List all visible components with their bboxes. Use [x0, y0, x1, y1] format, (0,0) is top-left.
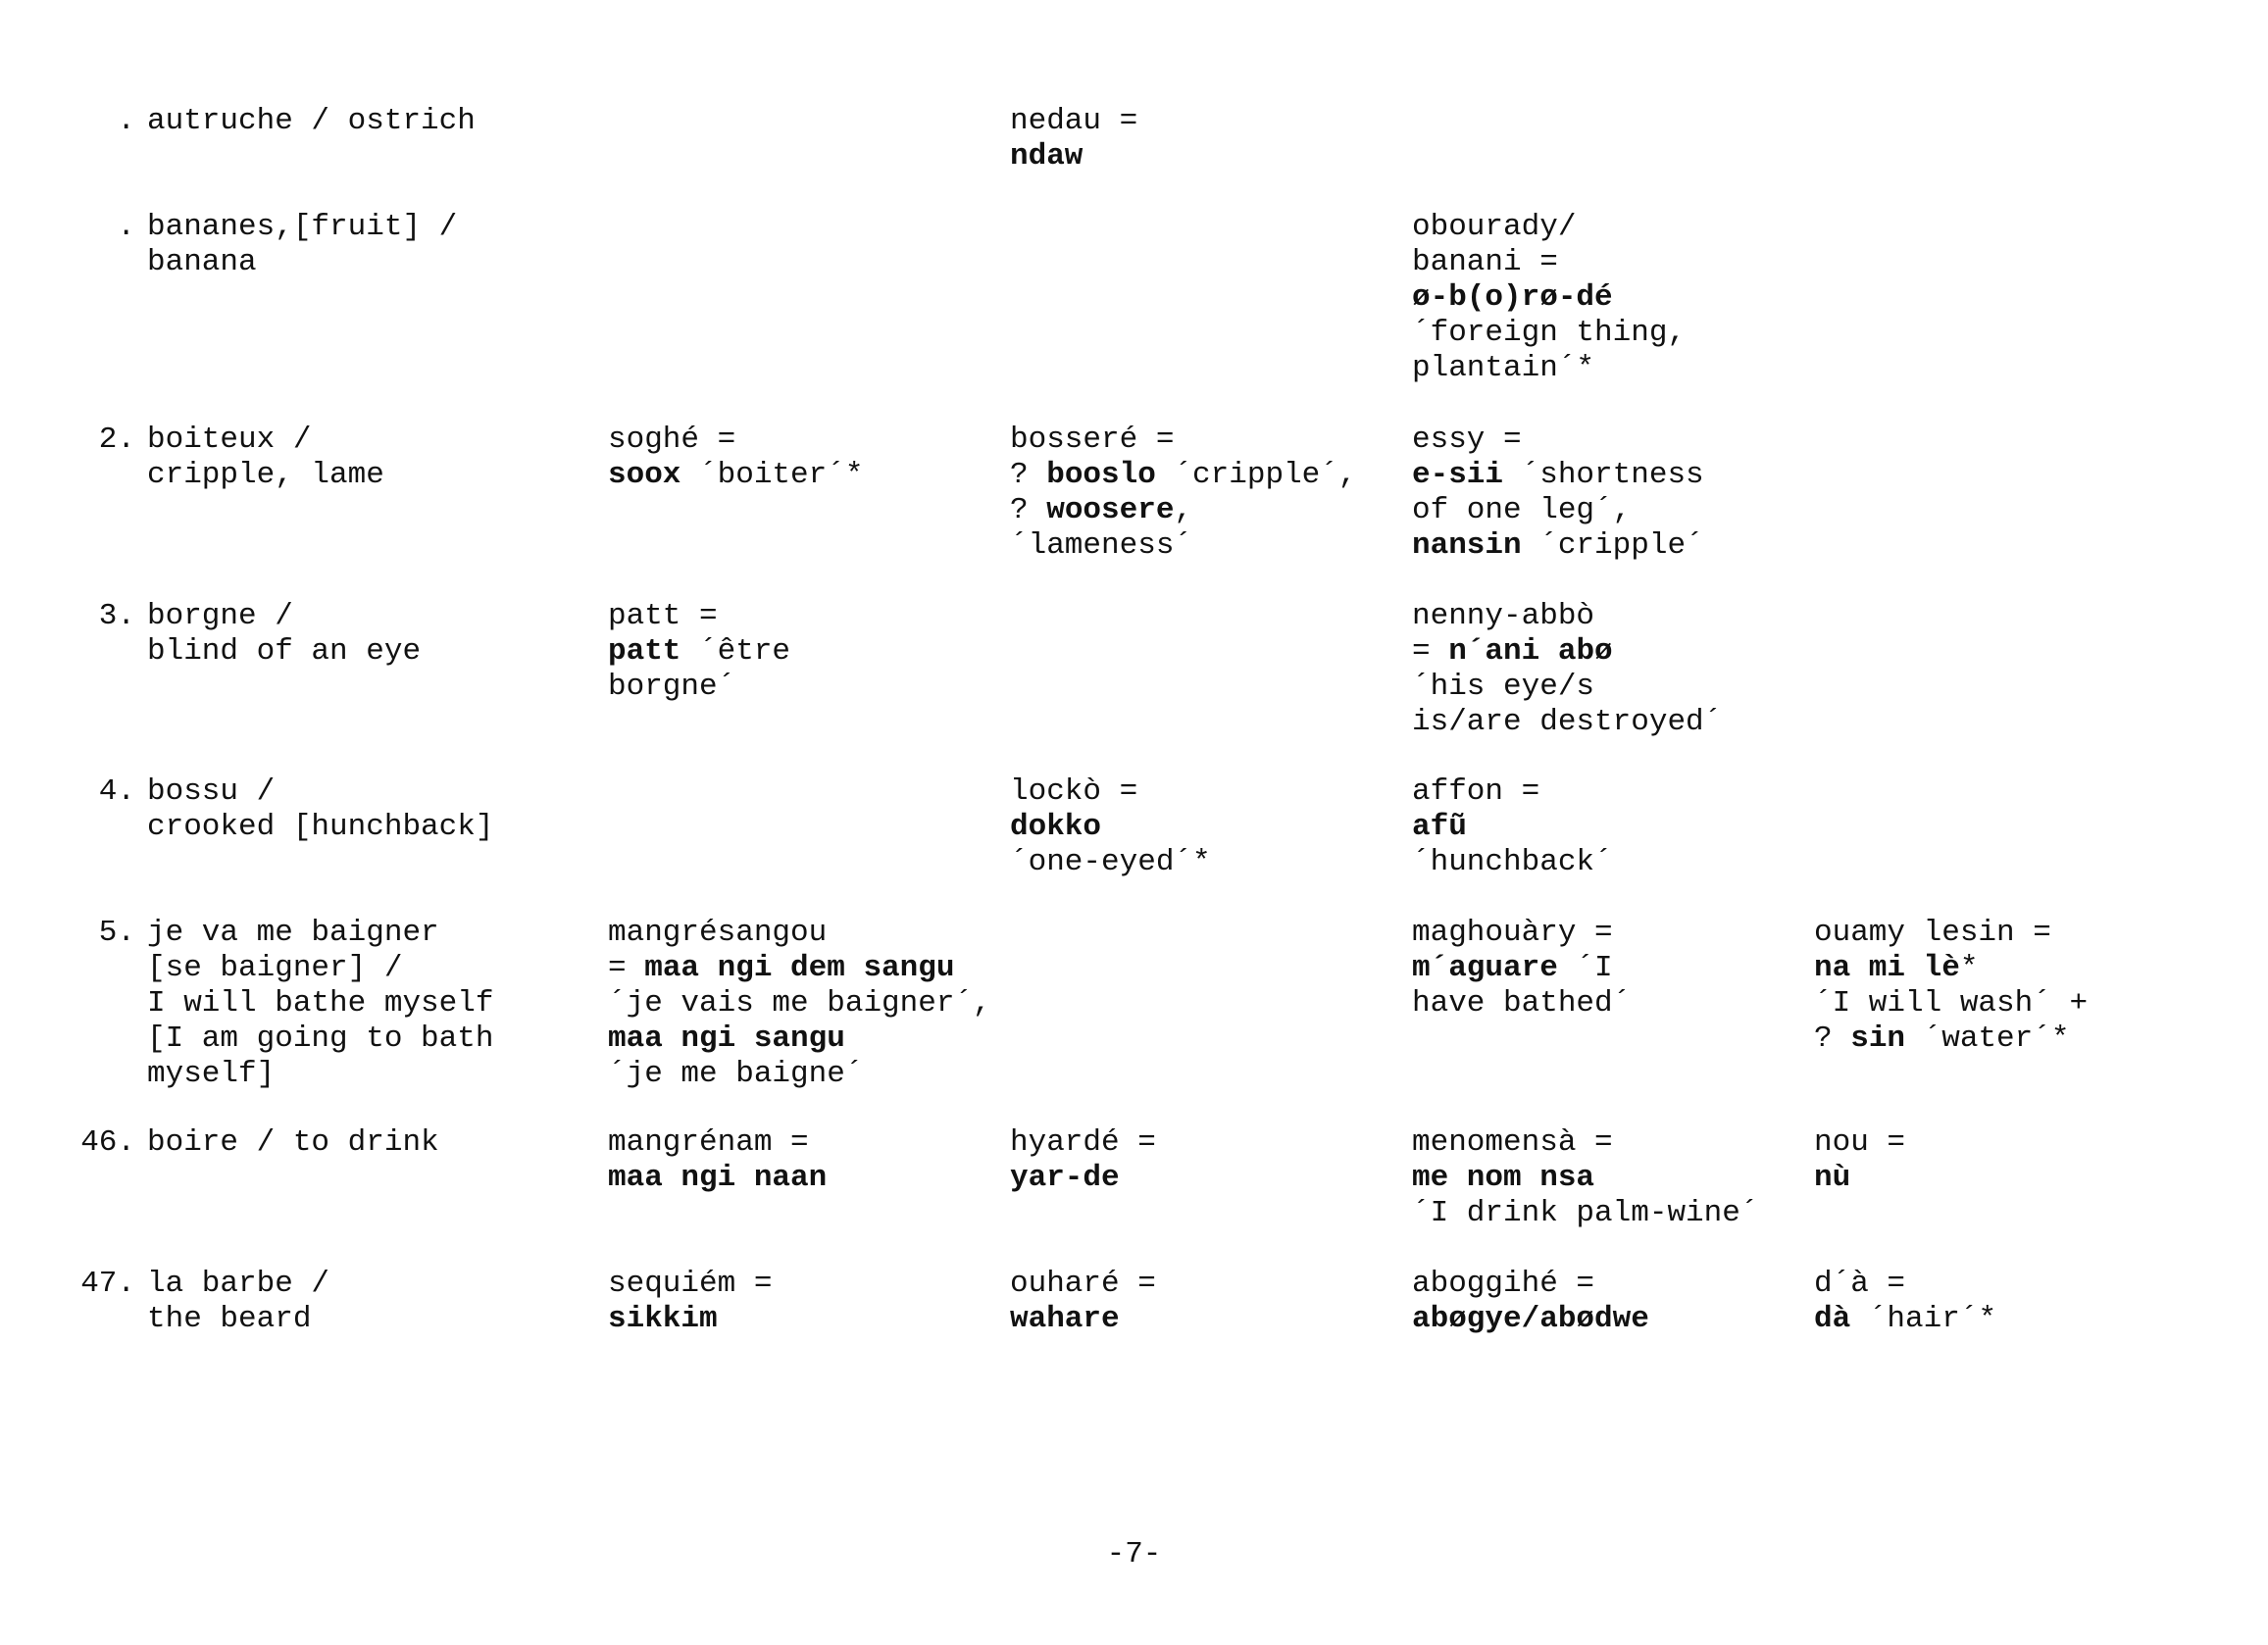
text-line [1412, 916, 1631, 951]
text-line [1412, 634, 1722, 670]
plain-text: nenny-abbò [1412, 599, 1595, 633]
plain-text: ´être [680, 634, 791, 669]
bold-form: me nom nsa [1412, 1161, 1595, 1195]
plain-text: the beard [147, 1302, 312, 1336]
text-line [1010, 774, 1211, 810]
text-line [147, 916, 493, 951]
plain-text: ´shortness [1503, 458, 1704, 492]
text-line [1412, 845, 1613, 880]
plain-text: bananes,[fruit] / [147, 210, 458, 244]
text-line [608, 916, 991, 951]
french-gloss [147, 916, 493, 1092]
plain-text: mangrésangou [608, 916, 828, 950]
entry-number: 46. [80, 1125, 135, 1160]
plain-text: ´hair´* [1850, 1302, 1997, 1336]
text-line [147, 1267, 329, 1302]
plain-text: borgne / [147, 599, 293, 633]
text-line [147, 210, 457, 245]
wolof-form [608, 1267, 772, 1337]
language-4-form [1412, 916, 1631, 1022]
text-line [147, 423, 384, 458]
bold-form: patt [608, 634, 681, 669]
bold-form: dà [1814, 1302, 1851, 1336]
plain-text: ´je me baigne´ [608, 1057, 864, 1091]
text-line [608, 1267, 772, 1302]
text-line [1010, 845, 1211, 880]
bold-form: nansin [1412, 528, 1522, 563]
text-line [1412, 351, 1686, 386]
text-line [608, 458, 863, 493]
plain-text: is/are destroyed´ [1412, 705, 1723, 739]
text-line [1412, 986, 1631, 1022]
bold-form: afũ [1412, 810, 1467, 844]
entry-number: . [117, 210, 135, 244]
text-line [1412, 245, 1686, 280]
bold-form: abøgye/abødwe [1412, 1302, 1649, 1336]
text-line [1010, 458, 1356, 493]
text-line [608, 1022, 991, 1057]
entry-number: 4. [98, 774, 135, 809]
language-4-form [1412, 599, 1722, 740]
text-line [147, 634, 421, 670]
text-line [608, 1302, 772, 1337]
plain-text: ´cripple´ [1521, 528, 1704, 563]
text-line [1412, 1267, 1649, 1302]
bold-form: maa ngi sangu [608, 1022, 845, 1056]
text-line [147, 1302, 329, 1337]
fula-form [1010, 423, 1356, 564]
text-line [147, 986, 493, 1022]
text-line [1010, 493, 1356, 528]
plain-text: I will bathe myself [147, 986, 494, 1021]
bold-form: m´aguare [1412, 951, 1558, 985]
text-line [1412, 599, 1722, 634]
text-line [608, 1125, 827, 1161]
text-line [1412, 423, 1704, 458]
plain-text: maghouàry = [1412, 916, 1613, 950]
plain-text: plantain´* [1412, 351, 1595, 385]
bold-form: booslo [1046, 458, 1156, 492]
plain-text: cripple, lame [147, 458, 384, 492]
text-line [147, 1057, 493, 1092]
french-gloss [147, 210, 457, 280]
text-line [1010, 528, 1356, 564]
plain-text: banana [147, 245, 257, 279]
language-5-form [1814, 1267, 1996, 1337]
text-line [1010, 1267, 1156, 1302]
text-line [147, 1125, 439, 1161]
text-line [1010, 1125, 1156, 1161]
text-line [1814, 986, 2088, 1022]
plain-text: boiteux / [147, 423, 312, 457]
plain-text: affon = [1412, 774, 1540, 809]
bold-form: sikkim [608, 1302, 718, 1336]
entry-number: 5. [98, 916, 135, 950]
wolof-form [608, 916, 991, 1092]
plain-text: = [1412, 634, 1449, 669]
language-4-form [1412, 210, 1686, 386]
plain-text: soghé = [608, 423, 736, 457]
bold-form: maa ngi dem sangu [644, 951, 955, 985]
bold-form: nù [1814, 1161, 1851, 1195]
bold-form: e-sii [1412, 458, 1504, 492]
text-line [147, 458, 384, 493]
plain-text: d´à = [1814, 1267, 1906, 1301]
text-line [1010, 810, 1211, 845]
plain-text: ´cripple´, [1155, 458, 1357, 492]
text-line [1814, 1161, 1905, 1196]
text-line [1412, 280, 1686, 316]
plain-text: myself] [147, 1057, 276, 1091]
plain-text: mangrénam = [608, 1125, 809, 1160]
fula-form [1010, 1267, 1156, 1337]
language-4-form [1412, 423, 1704, 564]
entry-number: 47. [80, 1267, 135, 1301]
entry-number: 3. [98, 599, 135, 633]
plain-text: aboggihé = [1412, 1267, 1595, 1301]
plain-text: [se baigner] / [147, 951, 403, 985]
text-line [608, 951, 991, 986]
plain-text: ´I [1557, 951, 1613, 985]
plain-text: je va me baigner [147, 916, 439, 950]
plain-text: ? [1010, 493, 1047, 527]
plain-text: sequiém = [608, 1267, 773, 1301]
language-5-form [1814, 916, 2088, 1057]
french-gloss [147, 423, 384, 493]
text-line [608, 986, 991, 1022]
text-line [1412, 1161, 1758, 1196]
text-line [1814, 1022, 2088, 1057]
bold-form: n´ani abø [1448, 634, 1613, 669]
french-gloss [147, 774, 493, 845]
plain-text: ´hunchback´ [1412, 845, 1613, 879]
text-line [1010, 1161, 1156, 1196]
plain-text: nou = [1814, 1125, 1906, 1160]
plain-text: nedau = [1010, 104, 1138, 138]
text-line [1412, 774, 1613, 810]
bold-form: na mi lè [1814, 951, 1960, 985]
plain-text: , [1174, 493, 1193, 527]
text-line [1010, 423, 1356, 458]
language-4-form [1412, 774, 1613, 880]
plain-text: = [608, 951, 645, 985]
plain-text: bossu / [147, 774, 276, 809]
fula-form [1010, 774, 1211, 880]
text-line [147, 951, 493, 986]
text-line [1814, 1302, 1996, 1337]
plain-text: obourady/ [1412, 210, 1577, 244]
plain-text: ´his eye/s [1412, 670, 1595, 704]
text-line [147, 245, 457, 280]
text-line [1412, 1302, 1649, 1337]
bold-form: soox [608, 458, 681, 492]
plain-text: [I am going to bath [147, 1022, 494, 1056]
text-line [1412, 493, 1704, 528]
plain-text: * [1959, 951, 1979, 985]
text-line [608, 634, 790, 670]
plain-text: la barbe / [147, 1267, 330, 1301]
bold-form: sin [1850, 1022, 1906, 1056]
text-line [1814, 951, 2088, 986]
text-line [147, 810, 493, 845]
bold-form: ø-b(o)rø-dé [1412, 280, 1613, 315]
bold-form: ndaw [1010, 139, 1084, 174]
plain-text: have bathed´ [1412, 986, 1632, 1021]
wolof-form [608, 423, 863, 493]
wolof-form [608, 599, 790, 705]
plain-text: ´water´* [1905, 1022, 2070, 1056]
text-line [608, 1161, 827, 1196]
bold-form: maa ngi naan [608, 1161, 828, 1195]
text-line [1412, 810, 1613, 845]
bold-form: dokko [1010, 810, 1102, 844]
plain-text: ´je vais me baigner´, [608, 986, 991, 1021]
plain-text: bosseré = [1010, 423, 1175, 457]
text-line [1412, 670, 1722, 705]
text-line [147, 1022, 493, 1057]
fula-form [1010, 104, 1137, 174]
fula-form [1010, 1125, 1156, 1196]
plain-text: crooked [hunchback] [147, 810, 494, 844]
plain-text: of one leg´, [1412, 493, 1632, 527]
french-gloss [147, 104, 476, 139]
french-gloss [147, 1125, 439, 1161]
text-line [608, 423, 863, 458]
text-line [608, 1057, 991, 1092]
text-line [1412, 705, 1722, 740]
text-line [1412, 1125, 1758, 1161]
text-line [147, 104, 476, 139]
text-line [1814, 916, 2088, 951]
plain-text: blind of an eye [147, 634, 422, 669]
text-line [608, 670, 790, 705]
plain-text: banani = [1412, 245, 1558, 279]
plain-text: ouharé = [1010, 1267, 1156, 1301]
plain-text: ´foreign thing, [1412, 316, 1687, 350]
plain-text: autruche / ostrich [147, 104, 476, 138]
text-line [147, 599, 421, 634]
text-line [1412, 1196, 1758, 1231]
bold-form: woosere [1046, 493, 1175, 527]
plain-text: ? [1010, 458, 1047, 492]
plain-text: borgne´ [608, 670, 736, 704]
text-line [1814, 1125, 1905, 1161]
entry-number: . [117, 104, 135, 138]
plain-text: ´boiter´* [680, 458, 864, 492]
plain-text: ? [1814, 1022, 1851, 1056]
language-5-form [1814, 1125, 1905, 1196]
plain-text: ´I drink palm-wine´ [1412, 1196, 1759, 1230]
plain-text: ´I will wash´ + [1814, 986, 2089, 1021]
plain-text: hyardé = [1010, 1125, 1156, 1160]
language-4-form [1412, 1125, 1758, 1231]
plain-text: menomensà = [1412, 1125, 1613, 1160]
wolof-form [608, 1125, 827, 1196]
text-line [1412, 528, 1704, 564]
text-line [1412, 458, 1704, 493]
plain-text: ´lameness´ [1010, 528, 1193, 563]
bold-form: yar-de [1010, 1161, 1120, 1195]
text-line [1814, 1267, 1996, 1302]
language-4-form [1412, 1267, 1649, 1337]
plain-text: boire / to drink [147, 1125, 439, 1160]
french-gloss [147, 599, 421, 670]
entry-number: 2. [98, 423, 135, 457]
text-line [147, 774, 493, 810]
text-line [1010, 104, 1137, 139]
plain-text: ´one-eyed´* [1010, 845, 1211, 879]
text-line [1010, 139, 1137, 174]
text-line [608, 599, 790, 634]
page-number: -7- [1106, 1537, 1162, 1571]
bold-form: wahare [1010, 1302, 1120, 1336]
text-line [1412, 316, 1686, 351]
french-gloss [147, 1267, 329, 1337]
plain-text: lockò = [1010, 774, 1138, 809]
text-line [1010, 1302, 1156, 1337]
plain-text: essy = [1412, 423, 1522, 457]
plain-text: ouamy lesin = [1814, 916, 2051, 950]
text-line [1412, 210, 1686, 245]
plain-text: patt = [608, 599, 718, 633]
text-line [1412, 951, 1631, 986]
